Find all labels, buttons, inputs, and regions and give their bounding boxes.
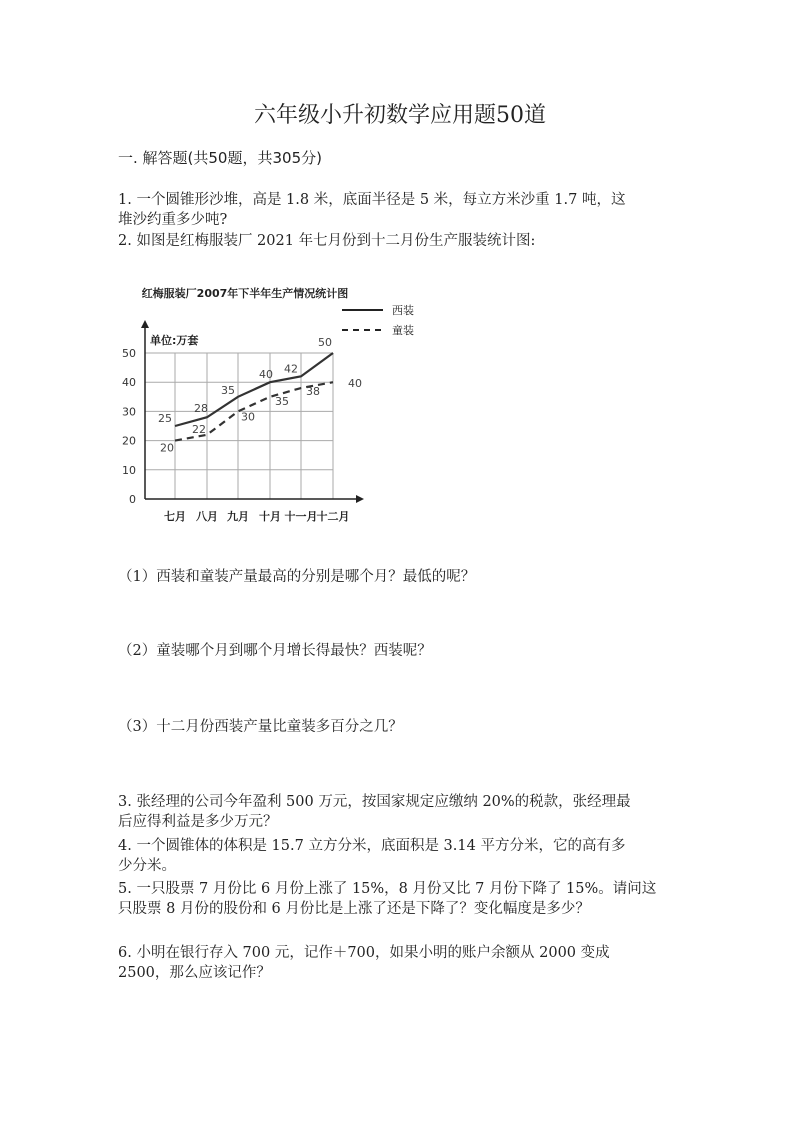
legend-label: 童装 (392, 324, 414, 337)
data-label: 40 (348, 377, 362, 391)
question-6-line-2: 2500，那么应该记作？ (118, 965, 271, 981)
data-label: 22 (192, 422, 206, 436)
x-tick-label: 八月 (196, 510, 218, 523)
x-tick-label: 九月 (227, 510, 249, 523)
y-tick-label: 30 (122, 405, 136, 419)
data-label: 42 (284, 362, 298, 376)
x-tick-label: 十二月 (316, 510, 350, 523)
data-label: 38 (306, 385, 320, 399)
x-tick-label: 十一月 (284, 510, 318, 523)
x-axis-arrow-icon (356, 495, 364, 503)
data-label: 25 (158, 412, 172, 425)
data-label: 35 (221, 383, 235, 397)
x-tick-label: 七月 (164, 510, 186, 523)
data-label: 50 (318, 336, 332, 349)
question-2: 2. 如图是红梅服装厂 2021 年七月份到十二月份生产服装统计图: (118, 233, 536, 249)
chart-title: 红梅服装厂2007年下半年生产情况统计图 (141, 287, 349, 300)
question-2-sub-3: （3）十二月份西装产量比童装多百分之几？ (118, 719, 403, 735)
question-4-line-2: 少分米。 (118, 858, 176, 874)
y-axis-arrow-icon (141, 320, 149, 328)
data-label: 35 (275, 394, 289, 408)
question-6-line-1: 6. 小明在银行存入 700 元，记作＋700，如果小明的账户余额从 2000 变成 (118, 945, 610, 961)
line-chart (0, 0, 800, 540)
question-3-line-1: 3. 张经理的公司今年盈利 500 万元，按国家规定应缴纳 20%的税款，张经理最 (118, 794, 631, 810)
page-title: 六年级小升初数学应用题50道 (254, 103, 546, 128)
data-label: 28 (194, 402, 208, 416)
data-label: 20 (160, 441, 174, 455)
question-2-sub-2: （2）童装哪个月到哪个月增长得最快？西装呢？ (118, 643, 432, 659)
question-2-sub-1: （1）西装和童装产量最高的分别是哪个月？最低的呢？ (118, 569, 476, 585)
question-3-line-2: 后应得利益是多少万元？ (118, 814, 278, 830)
data-label: 40 (259, 368, 273, 382)
y-tick-label: 50 (122, 347, 136, 360)
question-1-line-1: 1. 一个圆锥形沙堆，高是 1.8 米，底面半径是 5 米，每立方米沙重 1.7 吨，这 (118, 192, 626, 208)
question-5-line-1: 5. 一只股票 7 月份比 6 月份上涨了 15%，8 月份又比 7 月份下降了 15%。请问这 (118, 881, 657, 897)
y-tick-label: 0 (129, 493, 136, 506)
legend-label: 西装 (392, 304, 414, 317)
question-4-line-1: 4. 一个圆锥体的体积是 15.7 立方分米，底面积是 3.14 平方分米，它的高有多 (118, 838, 626, 854)
y-tick-label: 20 (122, 434, 136, 448)
question-1-line-2: 堆沙约重多少吨? (118, 212, 228, 228)
y-axis-unit-label: 单位:万套 (150, 334, 199, 347)
x-tick-label: 十月 (259, 510, 281, 523)
question-5-line-2: 只股票 8 月份的股份和 6 月份比是上涨了还是下降了？变化幅度是多少？ (118, 901, 590, 917)
y-tick-label: 10 (122, 463, 136, 477)
section-heading: 一. 解答题(共50题，共305分) (118, 149, 322, 167)
y-tick-label: 40 (122, 376, 136, 390)
data-label: 30 (241, 410, 255, 424)
